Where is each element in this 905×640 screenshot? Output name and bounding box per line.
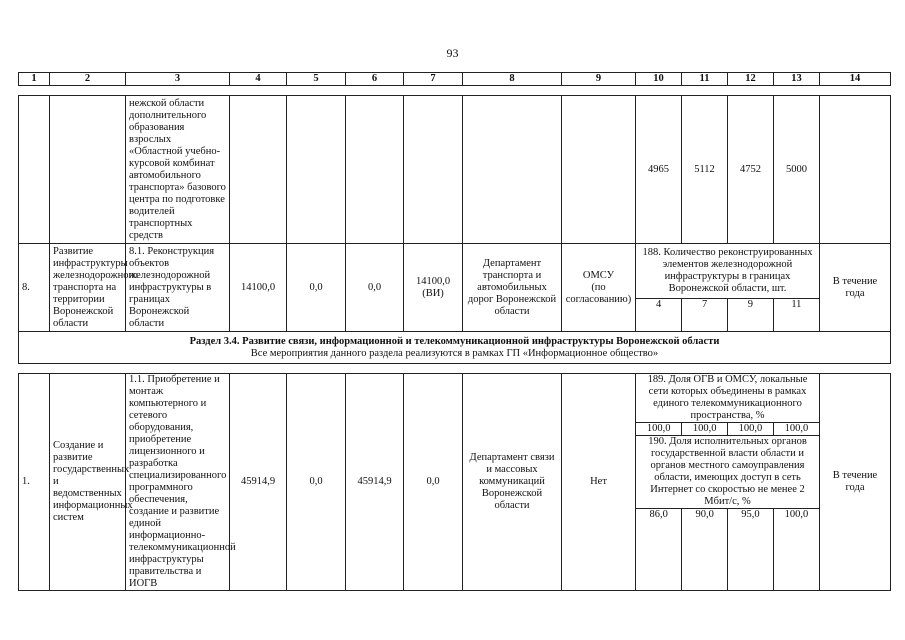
other-funding: 14100,0 (ВИ) <box>404 244 463 332</box>
table-gap <box>19 86 891 96</box>
section-title: Раздел 3.4. Развитие связи, информационной и телекоммуникационной инфраструктуры Воронежской области <box>189 335 720 347</box>
row-number: 1. <box>19 374 50 591</box>
column-header: 4 <box>230 73 287 86</box>
column-number-row <box>19 73 891 86</box>
other-funding: 0,0 <box>404 374 463 591</box>
federal-funding: 0,0 <box>287 244 346 332</box>
co-executor: ОМСУ (по согласованию) <box>562 244 636 332</box>
indicator-text: 188. Количество реконструированных элементов железнодорожной инфраструктуры в границах Воронежской области, шт. <box>642 247 813 294</box>
deadline: В течение года <box>820 374 891 591</box>
column-header: 11 <box>682 73 728 86</box>
column-header: 2 <box>50 73 126 86</box>
responsible-executor: Департамент связи и массовых коммуникаций Воронежской области <box>463 374 562 591</box>
indicator-value: 11 <box>773 299 819 312</box>
indicator-value: 4965 <box>636 96 682 244</box>
page-number: 93 <box>446 46 459 60</box>
indicator-block <box>636 244 820 332</box>
column-header: 10 <box>636 73 682 86</box>
indicator-value: 100,0 <box>773 423 819 436</box>
table-row-1 <box>19 374 891 591</box>
direction-name: Развитие инфраструктуры железнодорожного транспорта на территории Воронежской области <box>50 244 126 332</box>
deadline: В течение года <box>820 244 891 332</box>
indicator-value: 4 <box>636 299 682 312</box>
indicator-value: 90,0 <box>682 509 728 522</box>
section-header-row <box>19 332 891 364</box>
responsible-executor: Департамент транспорта и автомобильных дорог Воронежской области <box>463 244 562 332</box>
column-header: 5 <box>287 73 346 86</box>
direction-name: Создание и развитие государственных и ведомственных информационных систем <box>50 374 126 591</box>
total-funding: 14100,0 <box>230 244 287 332</box>
table-row-continuation <box>19 96 891 244</box>
indicator-value: 7 <box>682 299 728 312</box>
measure-text: нежской области дополнительного образования взрослых «Областной учебно-курсовой комбинат автомобильного транспорта» базового центра по подготовке водителей транспортных средств <box>126 96 230 244</box>
table-row-8 <box>19 244 891 332</box>
indicator-value: 9 <box>728 299 774 312</box>
indicator-value: 86,0 <box>636 509 682 522</box>
row-number: 8. <box>19 244 50 332</box>
column-header: 13 <box>774 73 820 86</box>
program-table <box>18 72 891 591</box>
measure-text: 1.1. Приобретение и монтаж компьютерного и сетевого оборудования, приобретение лицензионного и разработка специализированного программного обеспечения, создание и развитие единой информационно-телекоммуникационной инфраструктуры правительства и ИОГВ <box>126 374 230 591</box>
indicator-value: 100,0 <box>682 423 728 436</box>
column-header: 3 <box>126 73 230 86</box>
table-gap <box>19 364 891 374</box>
column-header: 7 <box>404 73 463 86</box>
indicator-value: 5000 <box>774 96 820 244</box>
measure-text: 8.1. Реконструкция объектов железнодорожной инфраструктуры в границах Воронежской области <box>126 244 230 332</box>
column-header: 14 <box>820 73 891 86</box>
indicator-text: 189. Доля ОГВ и ОМСУ, локальные сети которых объединены в рамках единого телекоммуникационного пространства, % <box>647 374 808 421</box>
section-subtitle: Все мероприятия данного раздела реализуются в рамках ГП «Информационное общество» <box>250 347 659 359</box>
column-header: 8 <box>463 73 562 86</box>
indicator-value: 100,0 <box>773 509 819 522</box>
indicator-value: 100,0 <box>636 423 682 436</box>
column-header: 12 <box>728 73 774 86</box>
indicator-block <box>636 374 820 591</box>
indicator-value: 5112 <box>682 96 728 244</box>
indicator-value: 95,0 <box>728 509 774 522</box>
indicator-value: 4752 <box>728 96 774 244</box>
federal-funding: 0,0 <box>287 374 346 591</box>
column-header: 9 <box>562 73 636 86</box>
column-header: 6 <box>346 73 404 86</box>
regional-funding: 45914,9 <box>346 374 404 591</box>
indicator-value: 100,0 <box>728 423 774 436</box>
total-funding: 45914,9 <box>230 374 287 591</box>
indicator-text: 190. Доля исполнительных органов государственной власти области и органов местного самоуправления области, имеющих доступ в сеть Интернет со скоростью не менее 2 Мбит/с, % <box>648 436 807 507</box>
column-header: 1 <box>19 73 50 86</box>
co-executor: Нет <box>562 374 636 591</box>
regional-funding: 0,0 <box>346 244 404 332</box>
